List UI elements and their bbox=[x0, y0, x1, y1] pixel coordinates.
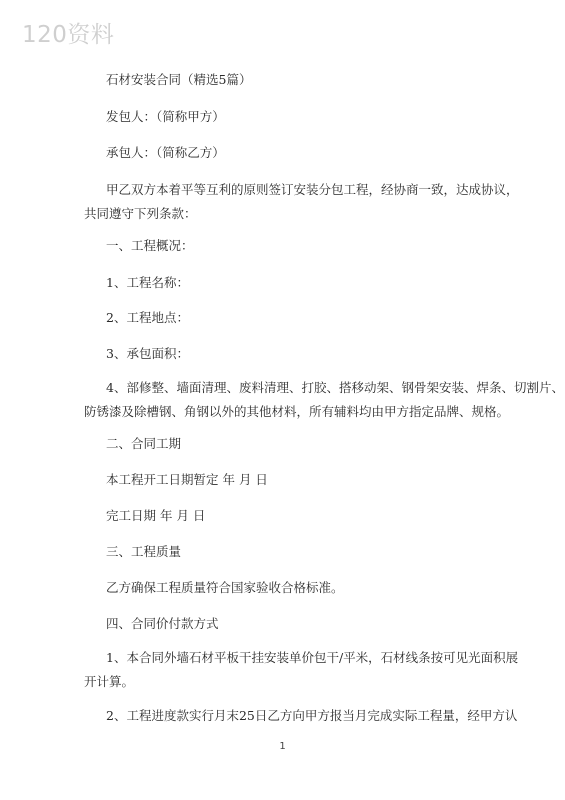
item-contract-area: 3、承包面积： bbox=[106, 346, 189, 361]
start-date-line: 本工程开工日期暂定 年 月 日 bbox=[106, 472, 268, 487]
section-heading-payment: 四、合同价付款方式 bbox=[106, 616, 219, 631]
item-materials-line-1: 4、部修整、墙面清理、废料清理、打胶、搭移动架、钢骨架安装、焊条、切割片、 bbox=[106, 380, 564, 395]
payment-clause-1-line-2: 开计算。 bbox=[84, 674, 135, 689]
document-title: 石材安装合同（精选5篇） bbox=[106, 72, 252, 87]
payment-clause-2-line-1: 2、工程进度款实行月末25日乙方向甲方报当月完成实际工程量，经甲方认 bbox=[106, 708, 518, 723]
section-heading-overview: 一、工程概况： bbox=[106, 238, 194, 253]
section-heading-quality: 三、工程质量 bbox=[106, 544, 182, 559]
item-project-location: 2、工程地点： bbox=[106, 310, 189, 325]
party-b-line: 承包人：（简称乙方） bbox=[106, 145, 225, 160]
end-date-line: 完工日期 年 月 日 bbox=[106, 508, 206, 523]
item-materials-paragraph bbox=[84, 376, 564, 424]
preamble-line-2: 共同遵守下列条款： bbox=[84, 206, 197, 221]
watermark-logo: 120资料 bbox=[22, 22, 115, 48]
payment-clause-1 bbox=[84, 646, 519, 694]
preamble-paragraph bbox=[84, 178, 519, 226]
quality-statement: 乙方确保工程质量符合国家验收合格标准。 bbox=[106, 580, 344, 595]
section-heading-schedule: 二、合同工期 bbox=[106, 436, 182, 451]
item-materials-line-2: 防锈漆及除槽钢、角钢以外的其他材料，所有辅料均由甲方指定品牌、规格。 bbox=[84, 404, 510, 419]
page-number: 1 bbox=[279, 741, 286, 752]
party-a-line: 发包人：（简称甲方） bbox=[106, 109, 225, 124]
item-project-name: 1、工程名称： bbox=[106, 275, 189, 290]
payment-clause-2 bbox=[84, 704, 518, 728]
preamble-line-1: 甲乙双方本着平等互利的原则签订安装分包工程，经协商一致，达成协议， bbox=[106, 182, 519, 197]
payment-clause-1-line-1: 1、本合同外墙石材平板干挂安装单价包干/平米，石材线条按可见光面积展 bbox=[106, 650, 519, 665]
